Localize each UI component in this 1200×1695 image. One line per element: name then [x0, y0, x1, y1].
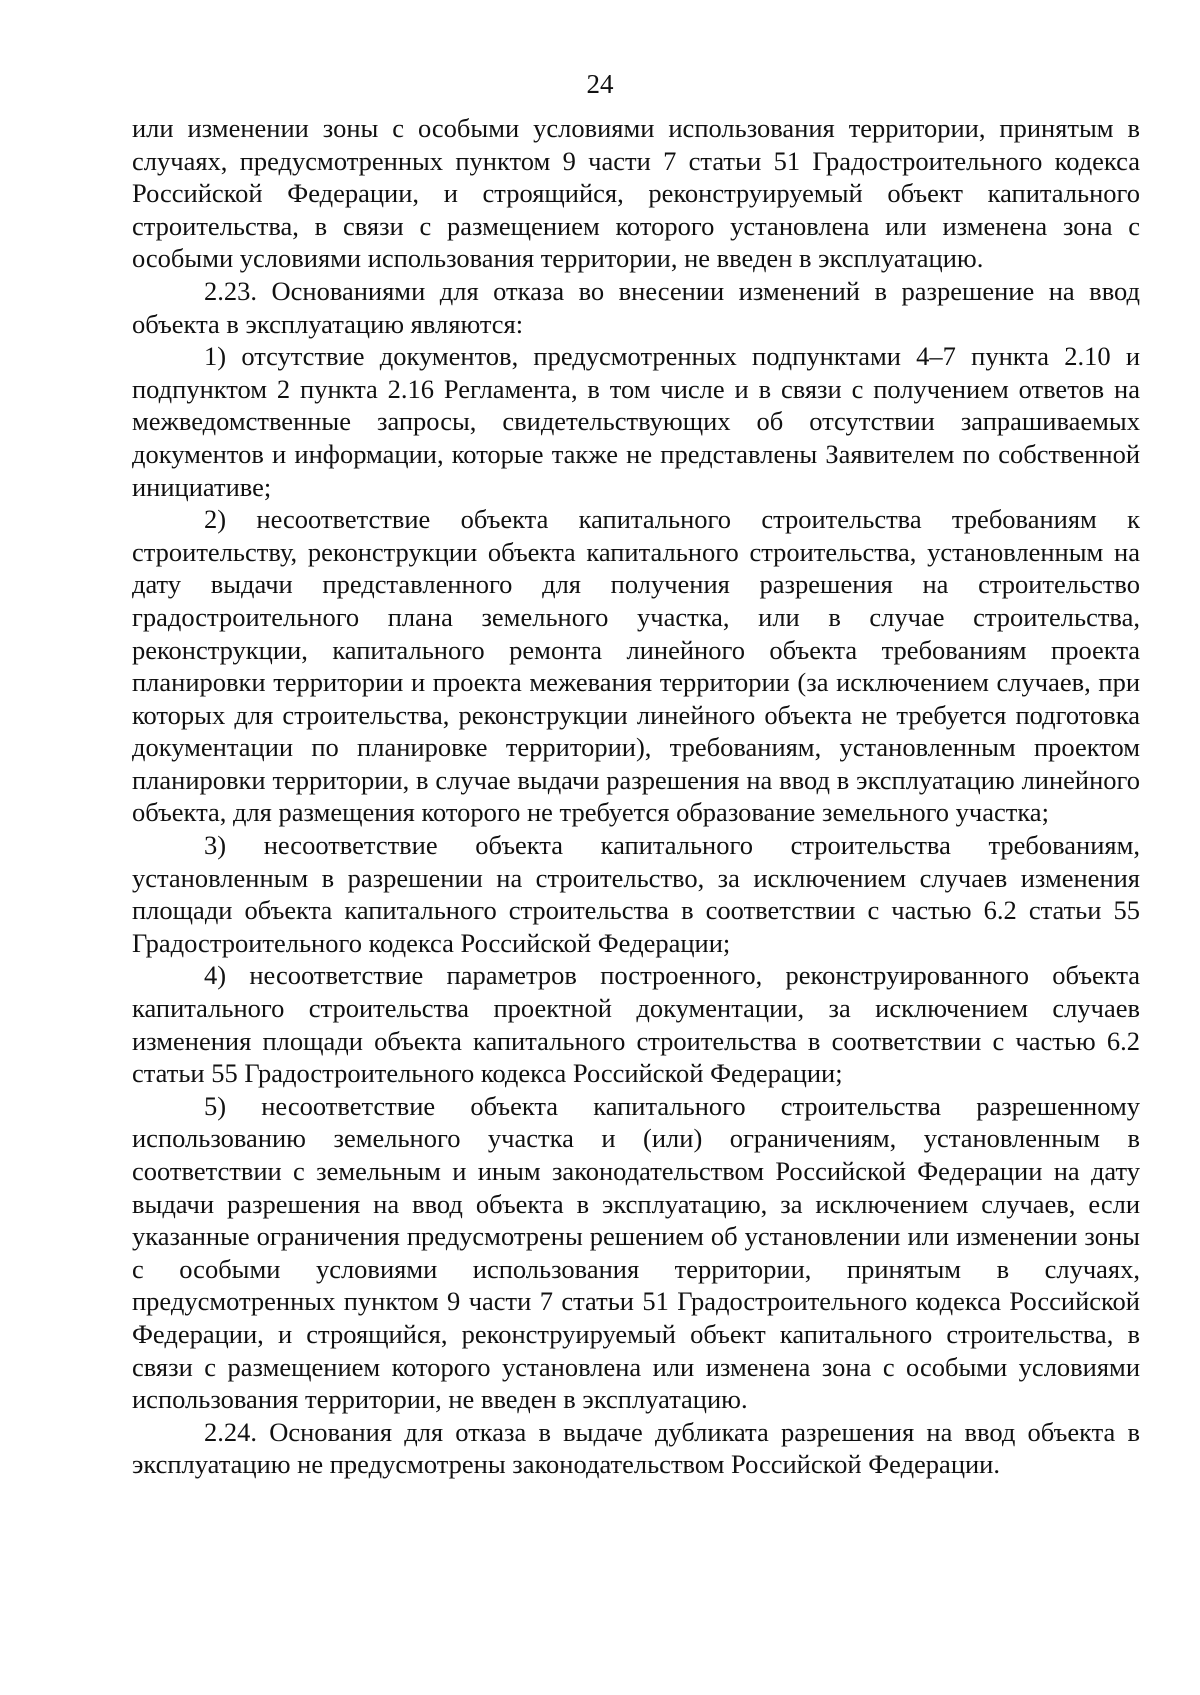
paragraph-continuation: или изменении зоны с особыми условиями использования территории, принятым в случаях, предусмотренных пунктом 9 части 7 статьи 51 Градостроительного кодекса Российской Федерации, и строящийся, реконструируемый объект капитального строительства, в связи с размещением которого установлена или изменена зона с особыми условиями использования территории, не введен в эксплуатацию. — [132, 113, 1140, 274]
paragraph-item-2: 2) несоответствие объекта капитального строительства требованиям к строительству, реконструкции объекта капитального строительства, установленным на дату выдачи представленного для получения разрешения на строительство градостроительного плана земельного участка, или в случае строительства, реконструкции, капитального ремонта линейного объекта требованиям проекта планировки территории и проекта межевания территории (за исключением случаев, при которых для строительства, реконструкции линейного объекта не требуется подготовка документации по планировке территории), требованиям, установленным проектом планировки территории, в случае выдачи разрешения на ввод в эксплуатацию линейного объекта, для размещения которого не требуется образование земельного участка; — [132, 504, 1140, 828]
paragraph-item-3: 3) несоответствие объекта капитального строительства требованиям, установленным в разрешении на строительство, за исключением случаев изменения площади объекта капитального строительства в соответствии с частью 6.2 статьи 55 Градостроительного кодекса Российской Федерации; — [132, 830, 1140, 958]
paragraph-2-24: 2.24. Основания для отказа в выдаче дубликата разрешения на ввод объекта в эксплуатацию не предусмотрены законодательством Российской Федерации. — [132, 1416, 1140, 1480]
paragraph-item-4: 4) несоответствие параметров построенного, реконструированного объекта капитального строительства проектной документации, за исключением случаев изменения площади объекта капитального строительства в соответствии с частью 6.2 статьи 55 Градостроительного кодекса Российской Федерации; — [132, 960, 1140, 1089]
paragraph-item-5: 5) несоответствие объекта капитального строительства разрешенному использованию земельного участка и (или) ограничениям, установленным в соответствии с земельным и иным законодательством Российской Федерации на дату выдачи разрешения на ввод объекта в эксплуатацию, за исключением случаев, если указанные ограничения предусмотрены решением об установлении или изменении зоны с особыми условиями использования территории, принятым в случаях, предусмотренных пунктом 9 части 7 статьи 51 Градостроительного кодекса Российской Федерации, и строящийся, реконструируемый объект капитального строительства, в связи с размещением которого установлена или изменена зона с особыми условиями использования территории, не введен в эксплуатацию. — [132, 1090, 1140, 1415]
paragraph-item-1: 1) отсутствие документов, предусмотренных подпунктами 4–7 пункта 2.10 и подпунктом 2 пункта 2.16 Регламента, в том числе и в связи с получением ответов на межведомственные запросы, свидетельствующих об отсутствии запрашиваемых документов и информации, которые также не представлены Заявителем по собственной инициативе; — [132, 341, 1140, 502]
page-number: 24 — [586, 69, 614, 99]
paragraph-2-23: 2.23. Основаниями для отказа во внесении изменений в разрешение на ввод объекта в эксплуатацию являются: — [132, 275, 1140, 339]
document-body — [132, 112, 1140, 1481]
